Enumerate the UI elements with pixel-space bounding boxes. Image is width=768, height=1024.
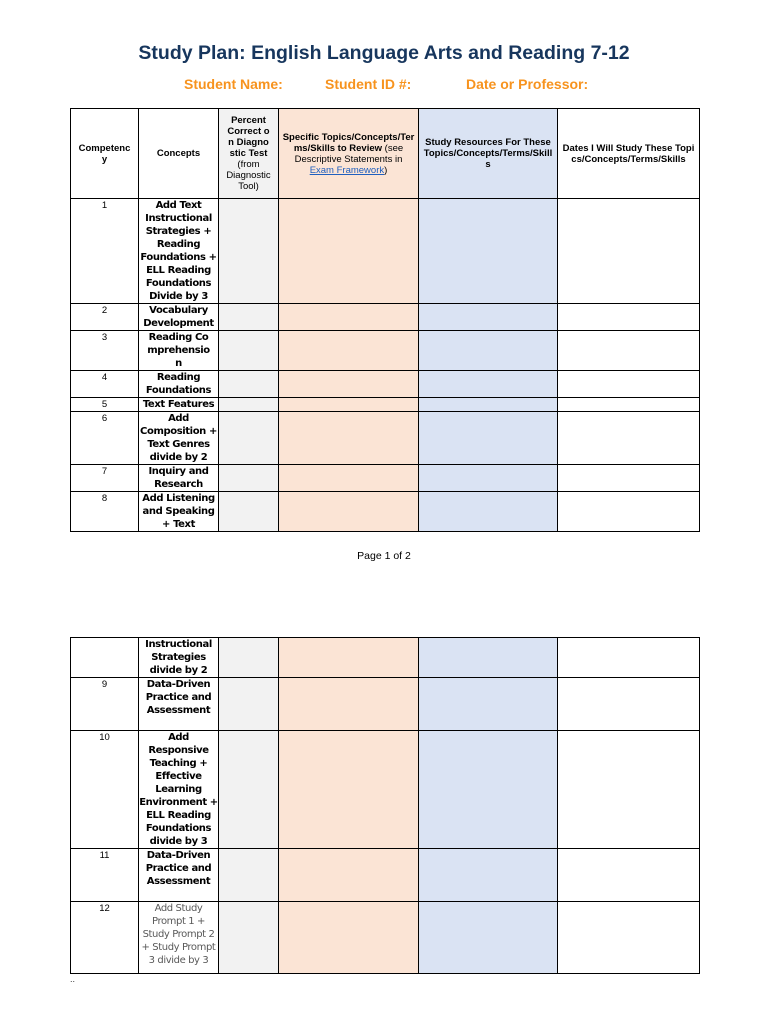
study-resources-cell[interactable] <box>419 902 558 974</box>
study-dates-cell[interactable] <box>558 199 700 304</box>
study-resources-cell[interactable] <box>419 304 558 331</box>
study-resources-cell[interactable] <box>419 398 558 412</box>
student-name-label[interactable]: Student Name: <box>184 76 283 92</box>
specific-topics-cell[interactable] <box>279 902 419 974</box>
study-resources-cell[interactable] <box>419 849 558 902</box>
table-row <box>71 304 700 331</box>
competency-number: 11 <box>71 849 139 902</box>
specific-topics-cell[interactable] <box>279 398 419 412</box>
competency-number: 2 <box>71 304 139 331</box>
percent-cell[interactable] <box>219 412 279 465</box>
concept-cell: Text Features <box>139 398 219 412</box>
table-row <box>71 849 700 902</box>
study-plan-table-2 <box>70 637 700 974</box>
percent-cell[interactable] <box>219 638 279 678</box>
study-dates-cell[interactable] <box>558 638 700 678</box>
page-title: Study Plan: English Language Arts and Reading 7-12 <box>138 42 630 64</box>
student-id-label[interactable]: Student ID #: <box>325 76 412 92</box>
competency-number: 1 <box>71 199 139 304</box>
study-plan-table-1 <box>70 108 700 532</box>
concept-cell: Data-Driven Practice and Assessment <box>139 678 219 731</box>
percent-cell[interactable] <box>219 492 279 532</box>
specific-topics-cell[interactable] <box>279 331 419 371</box>
study-resources-cell[interactable] <box>419 731 558 849</box>
competency-number: 3 <box>71 331 139 371</box>
concept-cell: Instructional Strategies divide by 2 <box>139 638 219 678</box>
competency-number: 7 <box>71 465 139 492</box>
study-dates-cell[interactable] <box>558 398 700 412</box>
page-number: Page 1 of 2 <box>357 550 411 562</box>
concept-cell: Add Responsive Teaching + Effective Learning Environment + ELL Reading Foundations divide by 3 <box>139 732 218 847</box>
student-fields <box>0 76 768 94</box>
specific-topics-cell[interactable] <box>279 638 419 678</box>
study-dates-cell[interactable] <box>558 465 700 492</box>
table-row <box>71 678 700 731</box>
study-dates-cell[interactable] <box>558 731 700 849</box>
study-dates-cell[interactable] <box>558 678 700 731</box>
exam-framework-link[interactable]: Exam Framework <box>309 164 385 176</box>
percent-cell[interactable] <box>219 304 279 331</box>
competency-number: 8 <box>71 492 139 532</box>
concept-cell: Reading Comprehension <box>139 331 219 371</box>
header-percent-correct: Percent Correct on Diagnostic Test (from Diagnostic Tool) <box>219 109 279 199</box>
competency-number: 9 <box>71 678 139 731</box>
table-row <box>71 465 700 492</box>
bottom-mark: .. <box>70 974 76 984</box>
percent-cell[interactable] <box>219 199 279 304</box>
percent-cell[interactable] <box>219 371 279 398</box>
concept-cell: Add Composition + Text Genres divide by 2 <box>140 413 217 463</box>
study-resources-cell[interactable] <box>419 199 558 304</box>
table-row <box>71 638 700 678</box>
study-resources-cell[interactable] <box>419 412 558 465</box>
study-resources-cell[interactable] <box>419 678 558 731</box>
study-dates-cell[interactable] <box>558 371 700 398</box>
percent-cell[interactable] <box>219 902 279 974</box>
specific-topics-cell[interactable] <box>279 731 419 849</box>
specific-topics-cell[interactable] <box>279 465 419 492</box>
specific-topics-cell[interactable] <box>279 371 419 398</box>
specific-topics-cell[interactable] <box>279 849 419 902</box>
concept-cell: Vocabulary Development <box>139 304 219 331</box>
concept-cell: Add Study Prompt 1 + Study Prompt 2 + Study Prompt 3 divide by 3 <box>139 902 219 974</box>
concept-cell: Data-Driven Practice and Assessment <box>139 849 219 902</box>
concept-cell: Reading Foundations <box>139 371 219 398</box>
specific-topics-cell[interactable] <box>279 678 419 731</box>
header-study-resources: Study Resources For These Topics/Concepts/Terms/Skills <box>419 109 558 199</box>
table-row <box>71 371 700 398</box>
concept-cell: Add Text Instructional Strategies + Reading Foundations + ELL Reading Foundations Divide by 3 <box>140 200 217 302</box>
table-row <box>71 398 700 412</box>
competency-number: 12 <box>71 902 139 974</box>
competency-number: 5 <box>71 398 139 412</box>
percent-cell[interactable] <box>219 331 279 371</box>
concept-cell: Inquiry and Research <box>139 465 219 492</box>
header-competency: Competency <box>71 109 139 199</box>
percent-cell[interactable] <box>219 465 279 492</box>
study-resources-cell[interactable] <box>419 465 558 492</box>
date-professor-label[interactable]: Date or Professor: <box>466 76 589 92</box>
header-row <box>71 109 700 199</box>
competency-number <box>71 638 139 678</box>
study-dates-cell[interactable] <box>558 331 700 371</box>
study-resources-cell[interactable] <box>419 638 558 678</box>
concept-cell: Add Listening and Speaking + Text <box>139 492 219 532</box>
competency-number: 4 <box>71 371 139 398</box>
table-row <box>71 492 700 532</box>
percent-cell[interactable] <box>219 398 279 412</box>
table-row <box>71 902 700 974</box>
specific-topics-cell[interactable] <box>279 199 419 304</box>
percent-cell[interactable] <box>219 678 279 731</box>
percent-cell[interactable] <box>219 849 279 902</box>
competency-number: 6 <box>71 412 139 465</box>
study-dates-cell[interactable] <box>558 849 700 902</box>
percent-cell[interactable] <box>219 731 279 849</box>
study-resources-cell[interactable] <box>419 371 558 398</box>
table-row <box>71 331 700 371</box>
study-dates-cell[interactable] <box>558 492 700 532</box>
study-resources-cell[interactable] <box>419 331 558 371</box>
header-specific-topics: Specific Topics/Concepts/Terms/Skills to Review (see Descriptive Statements in Exam Framework) <box>279 109 419 199</box>
header-concepts: Concepts <box>139 109 219 199</box>
study-dates-cell[interactable] <box>558 902 700 974</box>
study-dates-cell[interactable] <box>558 304 700 331</box>
table-row <box>71 412 700 465</box>
competency-number: 10 <box>71 731 139 849</box>
study-resources-cell[interactable] <box>419 492 558 532</box>
header-study-dates: Dates I Will Study These Topics/Concepts/Terms/Skills <box>558 109 700 199</box>
study-dates-cell[interactable] <box>558 412 700 465</box>
table-row <box>71 199 700 304</box>
specific-topics-cell[interactable] <box>279 492 419 532</box>
table-row <box>71 731 700 849</box>
specific-topics-cell[interactable] <box>279 304 419 331</box>
specific-topics-cell[interactable] <box>279 412 419 465</box>
